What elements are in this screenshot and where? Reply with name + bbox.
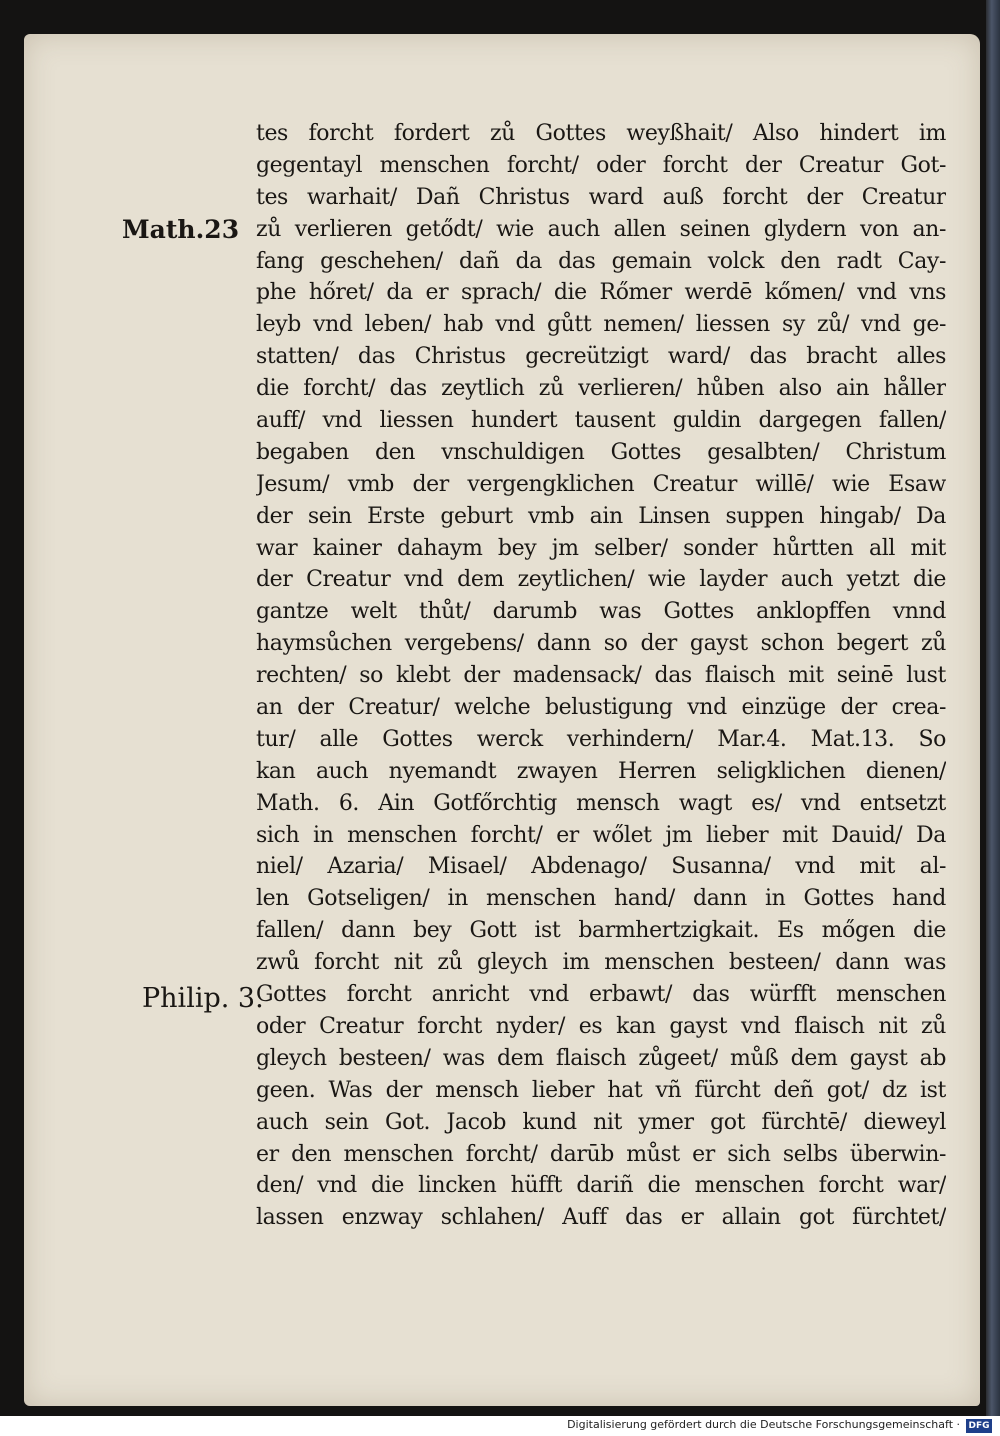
text-line: Math. 6. Ain Gotfőrchtig mensch wagt es/ vnd entsetzt	[256, 790, 946, 816]
text-line: war kainer dahaym bey jm selber/ sonder hůrtten all mit	[256, 535, 946, 561]
text-line: an der Creatur/ welche belustigung vnd einzüge der crea-	[256, 695, 946, 721]
text-line: haymsůchen vergebens/ dann so der gayst schon begert zů	[256, 631, 946, 657]
text-line: lassen enzway schlahen/ Auff das er allain got fürchtet/	[256, 1205, 946, 1231]
text-line: auff/ vnd liessen hundert tausent guldin dargegen fallen/	[256, 408, 946, 434]
text-line: gleych besteen/ was dem flaisch zůgeet/ můß dem gayst ab	[256, 1045, 946, 1071]
text-line: niel/ Azaria/ Misael/ Abdenago/ Susanna/ vnd mit al-	[256, 854, 946, 880]
body-text	[256, 118, 946, 1234]
text-line: auch sein Got. Jacob kund nit ymer got fürchtē/ dieweyl	[256, 1109, 946, 1135]
text-line: kan auch nyemandt zwayen Herren seligklichen dienen/	[256, 758, 946, 784]
text-line: sich in menschen forcht/ er wőlet jm lieber mit Dauid/ Da	[256, 822, 946, 848]
text-line: tes forcht fordert zů Gottes weyßhait/ Also hindert im	[256, 121, 946, 146]
marginal-note-math: Math.23	[122, 215, 240, 244]
text-line: tur/ alle Gottes werck verhindern/ Mar.4. Mat.13. So	[256, 726, 946, 752]
text-line: fang geschehen/ dañ da das gemain volck den radt Cay-	[256, 248, 946, 274]
text-line: die forcht/ das zeytlich zů verlieren/ hůben also ain håller	[256, 376, 946, 402]
text-line: gantze welt thůt/ darumb was Gottes anklopffen vnnd	[256, 599, 946, 625]
funding-credit: Digitalisierung gefördert durch die Deutsche Forschungsgemeinschaft ·	[567, 1418, 960, 1431]
text-line: len Gotseligen/ in menschen hand/ dann in Gottes hand	[256, 886, 946, 912]
text-line: Gottes forcht anricht vnd erbawt/ das würfft menschen	[256, 982, 946, 1008]
text-line: der Creatur vnd dem zeytlichen/ wie layder auch yetzt die	[256, 567, 946, 593]
text-line: phe hőret/ da er sprach/ die Rőmer werdē kőmen/ vnd vns	[256, 280, 946, 306]
text-line: leyb vnd leben/ hab vnd gůtt nemen/ liessen sy zů/ vnd ge-	[256, 312, 946, 338]
marginal-note-philip: Philip. 3.	[142, 983, 264, 1014]
text-line: den/ vnd die lincken hüfft dariñ die menschen forcht war/	[256, 1173, 946, 1199]
text-line: oder Creatur forcht nyder/ es kan gayst vnd flaisch nit zů	[256, 1013, 946, 1039]
text-line: tes warhait/ Dañ Christus ward auß forcht der Creatur	[256, 184, 946, 210]
text-line: geen. Was der mensch lieber hat vñ fürcht deñ got/ dz ist	[256, 1077, 946, 1103]
book-binding-edge	[986, 0, 1000, 1416]
text-line: zwů forcht nit zů gleych im menschen besteen/ dann was	[256, 950, 946, 976]
text-line: der sein Erste geburt vmb ain Linsen suppen hingab/ Da	[256, 503, 946, 529]
text-line: er den menschen forcht/ darūb můst er sich selbs überwin-	[256, 1141, 946, 1167]
dfg-logo: DFG	[966, 1419, 992, 1433]
book-page	[24, 34, 980, 1406]
text-line: statten/ das Christus gecreützigt ward/ das bracht alles	[256, 344, 946, 370]
text-line: zů verlieren getődt/ wie auch allen seinen glydern von an-	[256, 216, 946, 242]
text-line: gegentayl menschen forcht/ oder forcht der Creatur Got-	[256, 152, 946, 178]
footer-bar	[0, 1416, 1000, 1436]
text-line: fallen/ dann bey Gott ist barmhertzigkait. Es mőgen die	[256, 918, 946, 944]
text-line: Jesum/ vmb der vergengklichen Creatur willē/ wie Esaw	[256, 471, 946, 497]
text-line: rechten/ so klebt der madensack/ das flaisch mit seinē lust	[256, 663, 946, 689]
text-line: begaben den vnschuldigen Gottes gesalbten/ Christum	[256, 439, 946, 465]
